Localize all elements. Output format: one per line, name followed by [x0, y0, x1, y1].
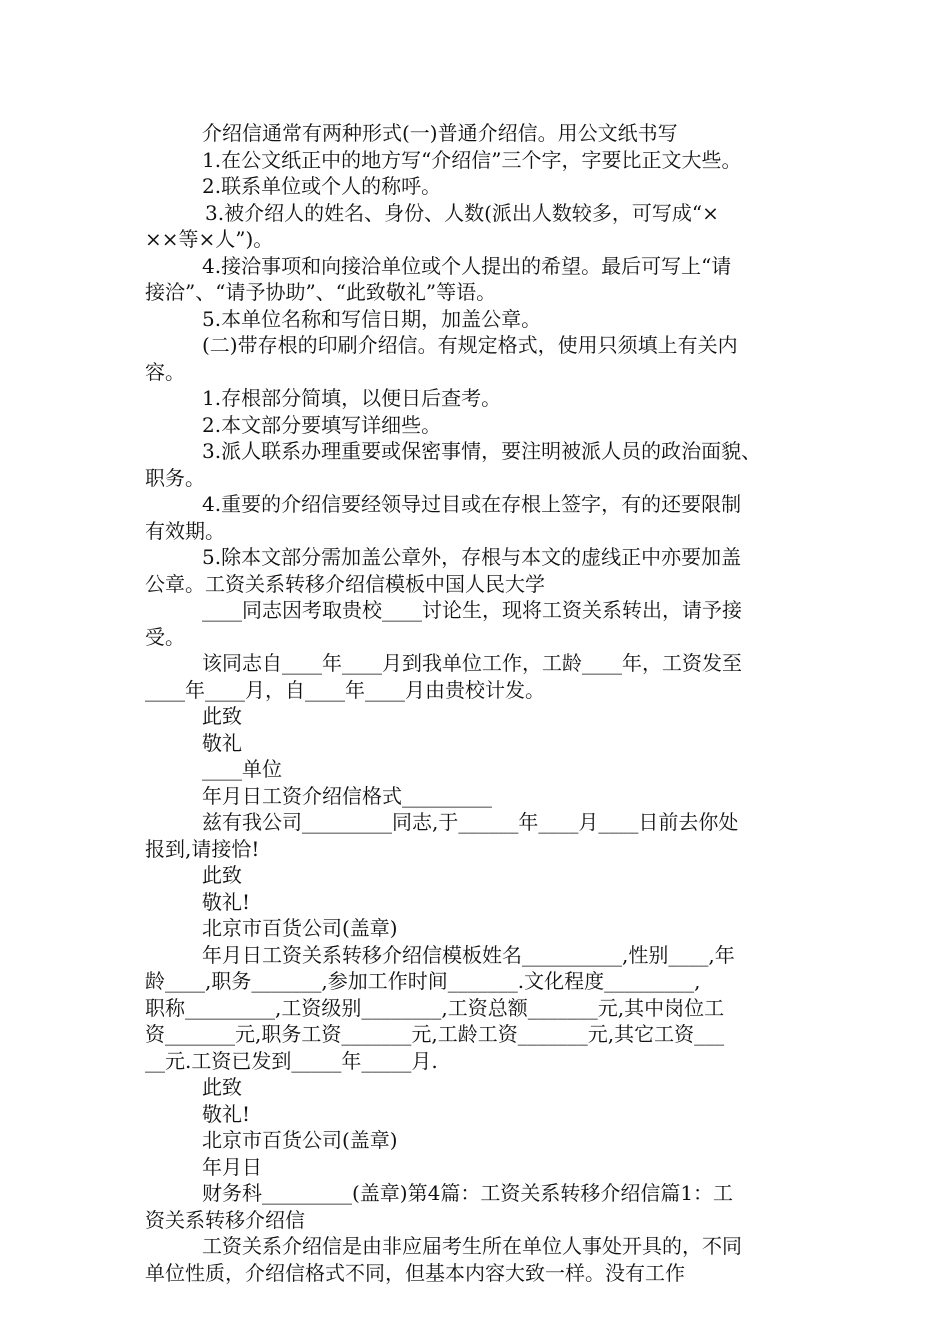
text-line: 资_______元,职务工资_______元,工龄工资_______元,其它工资___ — [145, 1022, 725, 1046]
text-line: __元.工资已发到_____年_____月. — [145, 1048, 438, 1073]
text-line: 5.除本文部分需加盖公章外，存根与本文的虚线正中亦要加盖 — [202, 545, 742, 569]
text-line: 2.本文部分要填写详细些。 — [202, 412, 442, 437]
text-line: 接洽”、“请予协助”、“此致敬礼”等语。 — [145, 280, 497, 304]
text-line: ××等×人”)。 — [145, 227, 274, 251]
text-line: 兹有我公司_________同志,于______年____月____日前去你处 — [202, 810, 739, 834]
text-line: 3.被介绍人的姓名、身份、人数(派出人数较多，可写成“× — [205, 200, 719, 225]
text-line: 北京市百货公司(盖章) — [202, 1128, 398, 1152]
text-line: 受。 — [145, 624, 185, 649]
text-line: 财务科_________(盖章)第4篇：工资关系转移介绍信篇1：工 — [202, 1181, 734, 1205]
text-line: 介绍信通常有两种形式(一)普通介绍信。用公文纸书写 — [202, 121, 678, 145]
text-line: 年月日 — [202, 1154, 262, 1179]
text-line: 1.存根部分简填，以便日后查考。 — [202, 386, 502, 410]
text-line: (二)带存根的印刷介绍信。有规定格式，使用只须填上有关内 — [202, 333, 738, 357]
document-body — [145, 120, 810, 1286]
text-line: 单位性质，介绍信格式不同，但基本内容大致一样。没有工作 — [145, 1260, 685, 1285]
text-line: 年月日工资介绍信格式_________ — [202, 783, 492, 808]
text-line: 2.联系单位或个人的称呼。 — [202, 174, 442, 198]
text-line: 资关系转移介绍信 — [145, 1207, 305, 1232]
text-line: 敬礼! — [202, 889, 251, 914]
text-line: 4.重要的介绍信要经领导过目或在存根上签字，有的还要限制 — [202, 492, 742, 516]
text-line: 容。 — [145, 359, 185, 384]
text-line: 此致 — [202, 863, 242, 887]
text-line: 敬礼! — [202, 1101, 251, 1126]
text-line: 职务。 — [145, 465, 205, 490]
text-line: 公章。工资关系转移介绍信模板中国人民大学 — [145, 571, 545, 596]
text-line: 工资关系介绍信是由非应届考生所在单位人事处开具的，不同 — [202, 1234, 742, 1258]
text-line: 敬礼 — [202, 730, 242, 755]
text-line: ____同志因考取贵校____讨论生，现将工资关系转出，请予接 — [202, 598, 742, 622]
text-line: 此致 — [202, 1075, 242, 1099]
text-line: 3.派人联系办理重要或保密事情，要注明被派人员的政治面貌、 — [202, 439, 762, 463]
text-line: 1.在公文纸正中的地方写“介绍信”三个字，字要比正文大些。 — [202, 147, 742, 172]
text-line: 职称_________,工资级别________,工资总额_______元,其中岗位工 — [145, 995, 725, 1020]
text-line: 报到,请接恰! — [145, 836, 260, 861]
text-line: 5.本单位名称和写信日期，加盖公章。 — [202, 306, 542, 331]
text-line: 有效期。 — [145, 518, 225, 543]
text-line: 北京市百货公司(盖章) — [202, 916, 398, 940]
text-line: 该同志自____年____月到我单位工作，工龄____年，工资发至 — [202, 651, 742, 675]
text-line: 此致 — [202, 704, 242, 728]
text-line: 龄____,职务_______,参加工作时间_______.文化程度_________, — [145, 969, 701, 993]
text-line: ____年____月，自____年____月由贵校计发。 — [145, 677, 545, 702]
text-line: 4.接洽事项和向接洽单位或个人提出的希望。最后可写上“请 — [202, 253, 732, 278]
text-line: ____单位 — [202, 757, 282, 781]
text-line: 年月日工资关系转移介绍信模板姓名__________,性别____,年 — [202, 942, 735, 967]
